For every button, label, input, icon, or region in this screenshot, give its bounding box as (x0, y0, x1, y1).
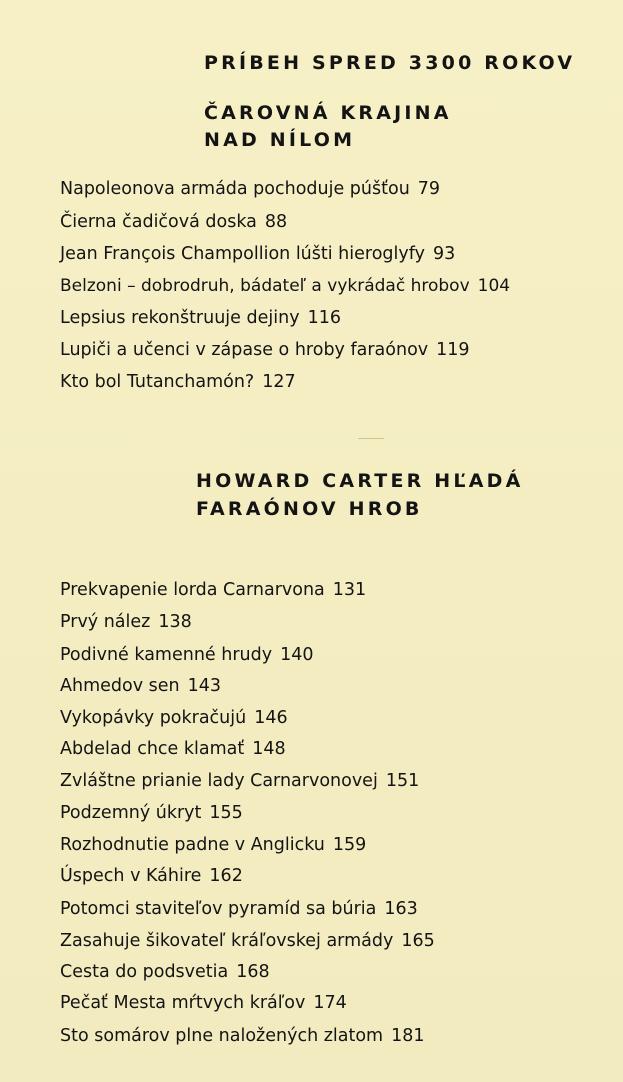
toc-entry-page: 119 (436, 340, 470, 360)
toc-entry (60, 991, 347, 1015)
section-1-title-line-2: NAD NÍLOM (204, 129, 356, 151)
toc-entry-page: 88 (264, 212, 288, 232)
toc-entry (60, 643, 314, 667)
section-1-title-line-1: ČAROVNÁ KRAJINA (204, 102, 452, 124)
toc-entry (60, 242, 455, 266)
faint-divider (358, 438, 384, 439)
toc-entry (60, 706, 288, 730)
toc-entry-page: 165 (401, 931, 435, 951)
toc-entry (60, 610, 192, 634)
toc-entry-page: 155 (209, 803, 243, 823)
toc-entry-page: 116 (307, 308, 341, 328)
toc-entry-title: Prekvapenie lorda Carnarvona (60, 580, 325, 600)
toc-entry-page: 104 (477, 276, 511, 296)
toc-entry (60, 370, 296, 394)
toc-entry-page: 138 (158, 612, 192, 632)
toc-entry-page: 140 (280, 645, 314, 665)
toc-entry-title: Sto somárov plne naložených zlatom (60, 1026, 384, 1046)
section-2-title-line-1: HOWARD CARTER HĽADÁ (196, 470, 524, 492)
toc-entry (60, 833, 366, 857)
toc-entry-title: Jean François Champollion lúšti hieroglyfy (60, 244, 425, 264)
toc-entry-page: 163 (384, 899, 418, 919)
toc-entry-page: 127 (262, 372, 296, 392)
toc-entry-title: Úspech v Káhire (60, 866, 202, 886)
toc-entry-title: Napoleonova armáda pochoduje púšťou (60, 179, 410, 199)
toc-entry-title: Lupiči a učenci v zápase o hroby faraónov (60, 340, 429, 360)
toc-entry-title: Zasahuje šikovateľ kráľovskej armády (60, 931, 394, 951)
toc-entry-page: 79 (417, 179, 441, 199)
toc-entry (60, 306, 341, 330)
toc-entry (60, 177, 440, 201)
toc-entry-page: 168 (236, 962, 270, 982)
toc-entry (60, 674, 221, 698)
toc-entry-title: Cesta do podsvetia (60, 962, 229, 982)
toc-entry-page: 131 (332, 580, 367, 600)
toc-entry (60, 769, 419, 793)
toc-entry-title: Rozhodnutie padne v Anglicku (60, 835, 325, 855)
toc-entry-page: 146 (254, 708, 288, 728)
toc-entry-title: Vykopávky pokračujú (60, 708, 247, 728)
toc-entry (60, 737, 286, 761)
toc-entry-page: 162 (209, 866, 243, 886)
part-title: PRÍBEH SPRED 3300 ROKOV (204, 52, 576, 74)
toc-entry (60, 210, 287, 234)
toc-entry-page: 93 (432, 244, 456, 264)
toc-entry-title: Zvláštne prianie lady Carnarvonovej (60, 771, 378, 791)
toc-entry (60, 1024, 425, 1048)
toc-entry-page: 174 (313, 993, 347, 1013)
toc-entry-title: Čierna čadičová doska (60, 212, 257, 232)
toc-entry-page: 148 (252, 739, 286, 759)
toc-entry-title: Belzoni – dobrodruh, bádateľ a vykrádač hrobov (60, 276, 470, 296)
toc-entry-page: 151 (385, 771, 420, 791)
toc-entry (60, 960, 270, 984)
toc-entry-page: 159 (332, 835, 367, 855)
toc-entry-title: Lepsius rekonštruuje dejiny (60, 308, 300, 328)
toc-entry-page: 181 (391, 1026, 425, 1046)
toc-entry (60, 578, 366, 602)
toc-entry-title: Podivné kamenné hrudy (60, 645, 273, 665)
toc-entry-page: 143 (187, 676, 221, 696)
toc-entry (60, 274, 510, 298)
toc-entry (60, 897, 418, 921)
toc-entry-title: Pečať Mesta mŕtvych kráľov (60, 993, 306, 1013)
section-2-title-line-2: FARAÓNOV HROB (196, 498, 423, 520)
toc-entry-title: Abdelad chce klamať (60, 739, 245, 759)
toc-entry (60, 864, 243, 888)
toc-entry (60, 801, 243, 825)
toc-entry (60, 338, 470, 362)
toc-entry-title: Potomci staviteľov pyramíd sa búria (60, 899, 377, 919)
toc-entry-title: Ahmedov sen (60, 676, 180, 696)
toc-entry-title: Podzemný úkryt (60, 803, 202, 823)
toc-entry-title: Prvý nález (60, 612, 151, 632)
toc-entry-title: Kto bol Tutanchamón? (60, 372, 255, 392)
toc-entry (60, 929, 435, 953)
